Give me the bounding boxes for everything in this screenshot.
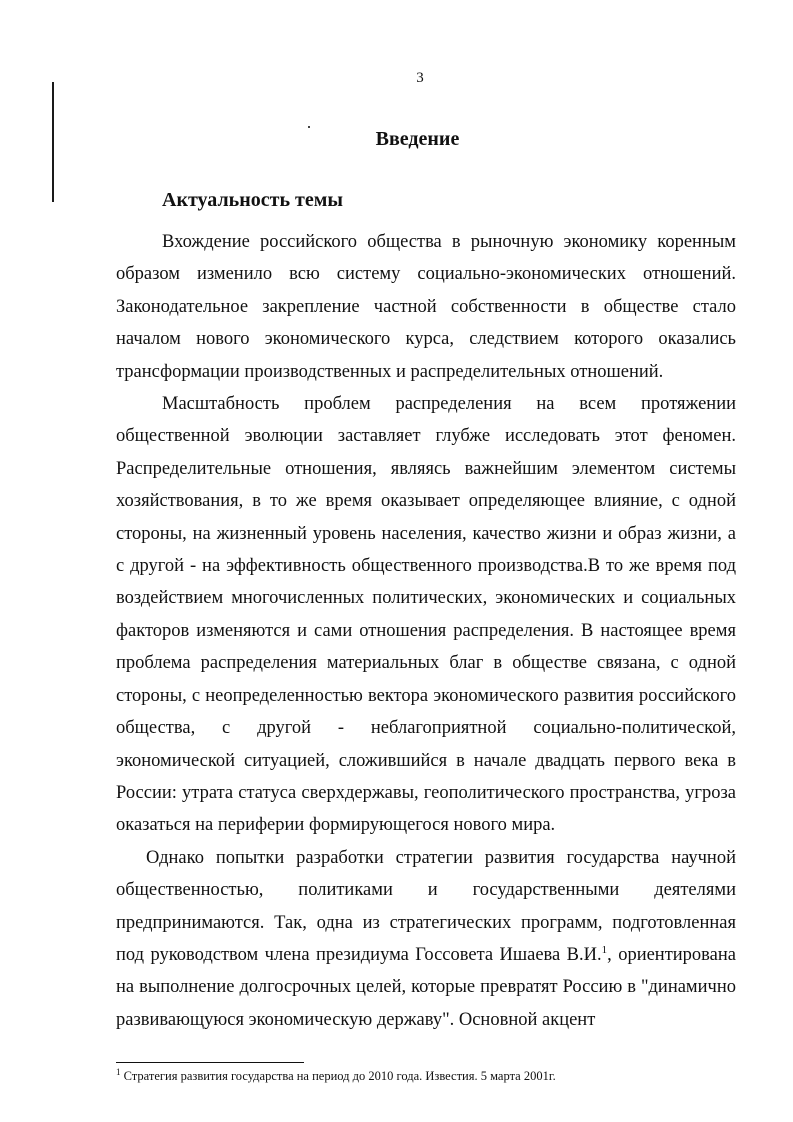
paragraph-2: Масштабность проблем распределения на всем протяжении общественной эволюции заставляет глубже исследовать этот феномен. Распределительные отношения, являясь важнейшим элементом системы хозяйствования, в то же время оказывает определяющее влияние, с одной стороны, на жизненный уровень населения, качество жизни и образ жизни, а с другой - на эффективность общественного производства.В то же время под воздействием многочисленных политических, экономических и социальных факторов изменяются и сами отношения распределения. В настоящее время проблема распределения материальных благ в обществе связана, с одной стороны, с неопределенностью вектора экономического развития российского общества, с другой - неблагоприятной социально-политической, экономической ситуацией, сложившийся в начале двадцать первого века в России: утрата статуса сверхдержавы, геополитического пространства, угроза оказаться на периферии формирующегося нового мира. [116,394,736,836]
footnote-divider [116,1062,304,1063]
body-text [116,226,736,1036]
section-heading: Актуальность темы [162,189,343,211]
paragraph-3 [116,842,736,1036]
paragraph-3-text-before-ref: Однако попытки разработки стратегии развития государства научной общественностью, политиками и государственными деятелями предпринимаются. Так, одна из стратегических программ, подготовленная под руководством члена президиума Госсовета Ишаева В.И. [116,847,736,965]
footnote [116,1066,556,1084]
footnote-reference-mark[interactable]: 1 [601,943,608,956]
page-title: Введение [375,128,460,150]
page-number: 3 [416,70,424,86]
paragraph-1: Вхождение российского общества в рыночную экономику коренным образом изменило всю систему социально-экономических отношений. Законодательное закрепление частной собственности в обществе стало началом нового экономического курса, следствием которого оказались трансформации производственных и распределительных отношений. [116,232,736,382]
footnote-text: Стратегия развития государства на период до 2010 года. Известия. 5 марта 2001г. [120,1069,556,1083]
footnote-mark: 1 [116,1066,121,1077]
paragraph-3-text-after-ref: , ориентирована на выполнение долгосрочных целей, которые превратят Россию в "динамично развивающуюся экономическую державу". Основной акцент [116,944,737,1030]
